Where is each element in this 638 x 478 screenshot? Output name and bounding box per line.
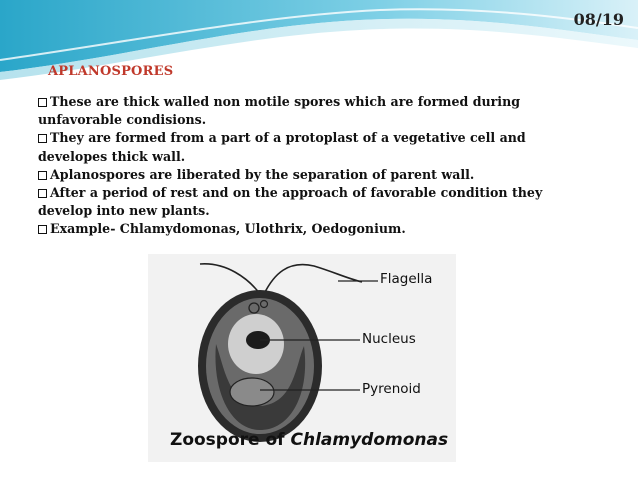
checkbox-bullet-icon (38, 189, 47, 198)
bullet-text: Example- Chlamydomonas, Ulothrix, Oedogonium. (50, 221, 406, 237)
bullet-text: They are formed from a part of a protoplast of a vegetative cell and developes thick wall. (38, 130, 526, 164)
zoospore-figure (148, 254, 456, 462)
caption-species: Chlamydomonas (290, 430, 449, 450)
nucleus-label: Nucleus (362, 331, 416, 347)
checkbox-bullet-icon (38, 225, 47, 234)
bullet-item (38, 129, 598, 165)
caption-prefix: Zoospore of (170, 430, 291, 450)
bullet-item (38, 184, 598, 220)
pyrenoid-label: Pyrenoid (362, 381, 421, 397)
bullet-item (38, 220, 598, 238)
checkbox-bullet-icon (38, 134, 47, 143)
bullet-text: Aplanospores are liberated by the separation of parent wall. (50, 166, 475, 182)
figure-caption (170, 430, 450, 450)
bullet-item (38, 166, 598, 184)
checkbox-bullet-icon (38, 171, 47, 180)
flagella-label: Flagella (380, 271, 433, 287)
slide-title: APLANOSPORES (48, 64, 174, 79)
bullet-item (38, 93, 598, 129)
bullet-text: After a period of rest and on the approach of favorable condition they develop into new plants. (38, 185, 543, 219)
slide-number: 08/19 (573, 10, 624, 29)
bullet-text: These are thick walled non motile spores which are formed during unfavorable condisions. (38, 94, 521, 128)
checkbox-bullet-icon (38, 98, 47, 107)
bullet-list (38, 93, 598, 239)
